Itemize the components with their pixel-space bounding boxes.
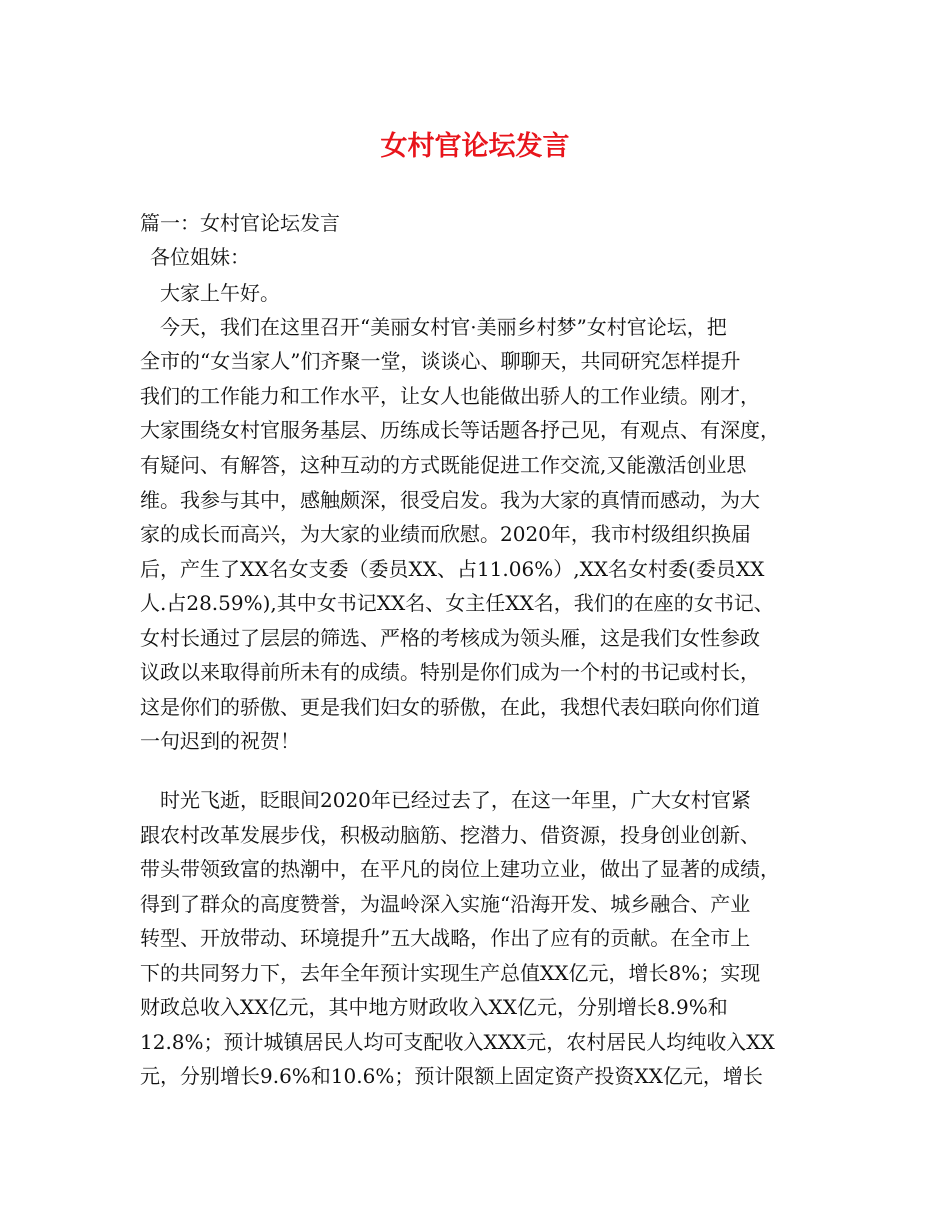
paragraph-line: 维。我参与其中，感触颇深，很受启发。我为大家的真情而感动，为大: [140, 488, 760, 512]
paragraph-line: 全市的“女当家人”们齐聚一堂，谈谈心、聊聊天，共同研究怎样提升: [140, 349, 741, 373]
paragraph-line: 有疑问、有解答，这种互动的方式既能促进工作交流,又能激活创业思: [140, 453, 747, 477]
paragraph-line: 下的共同努力下，去年全年预计实现生产总值XX亿元，增长8%；实现: [140, 961, 761, 985]
paragraph-line: 转型、开放带动、环境提升”五大战略，作出了应有的贡献。在全市上: [140, 926, 751, 950]
paragraph-line: 元，分别增长9.6%和10.6%；预计限额上固定资产投资XX亿元，增长: [140, 1064, 763, 1088]
paragraph-line: 大家围绕女村官服务基层、历练成长等话题各抒己见，有观点、有深度，: [140, 418, 780, 442]
paragraph-line: 我们的工作能力和工作水平，让女人也能做出骄人的工作业绩。刚才，: [140, 384, 760, 408]
paragraph-line: 家的成长而高兴，为大家的业绩而欣慰。2020年，我市村级组织换届: [140, 522, 751, 546]
paragraph-line: 时光飞逝，眨眼间2020年已经过去了，在这一年里，广大女村官紧: [160, 788, 751, 812]
paragraph-line: 带头带领致富的热潮中，在平凡的岗位上建功立业，做出了显著的成绩，: [140, 857, 780, 881]
paragraph-line: 得到了群众的高度赞誉，为温岭深入实施“沿海开发、城乡融合、产业: [140, 892, 751, 916]
paragraph-line: 议政以来取得前所未有的成绩。特别是你们成为一个村的书记或村长，: [140, 660, 760, 684]
paragraph-line: 今天，我们在这里召开“美丽女村官·美丽乡村梦”女村官论坛，把: [160, 315, 727, 339]
paragraph-line: 后，产生了XX名女支委（委员XX、占11.06%）,XX名女村委(委员XX: [140, 557, 765, 581]
paragraph-line: 一句迟到的祝贺！: [140, 729, 300, 753]
paragraph-line: 跟农村改革发展步伐，积极动脑筋、挖潜力、借资源，投身创业创新、: [140, 823, 760, 847]
section-heading: 篇一：女村官论坛发言: [140, 211, 340, 235]
paragraph-line: 这是你们的骄傲、更是我们妇女的骄傲，在此，我想代表妇联向你们道: [140, 695, 760, 719]
paragraph-line: 财政总收入XX亿元，其中地方财政收入XX亿元，分别增长8.9%和: [140, 995, 728, 1019]
salutation-line: 各位姐妹：: [150, 245, 250, 269]
document-title: 女村官论坛发言: [380, 131, 570, 162]
paragraph-line: 女村长通过了层层的筛选、严格的考核成为领头雁，这是我们女性参政: [140, 626, 760, 650]
greeting-line: 大家上午好。: [160, 281, 280, 305]
paragraph-line: 人.占28.59%),其中女书记XX名、女主任XX名，我们的在座的女书记、: [140, 591, 774, 615]
paragraph-line: 12.8%；预计城镇居民人均可支配收入XXX元，农村居民人均纯收入XX: [140, 1030, 775, 1054]
